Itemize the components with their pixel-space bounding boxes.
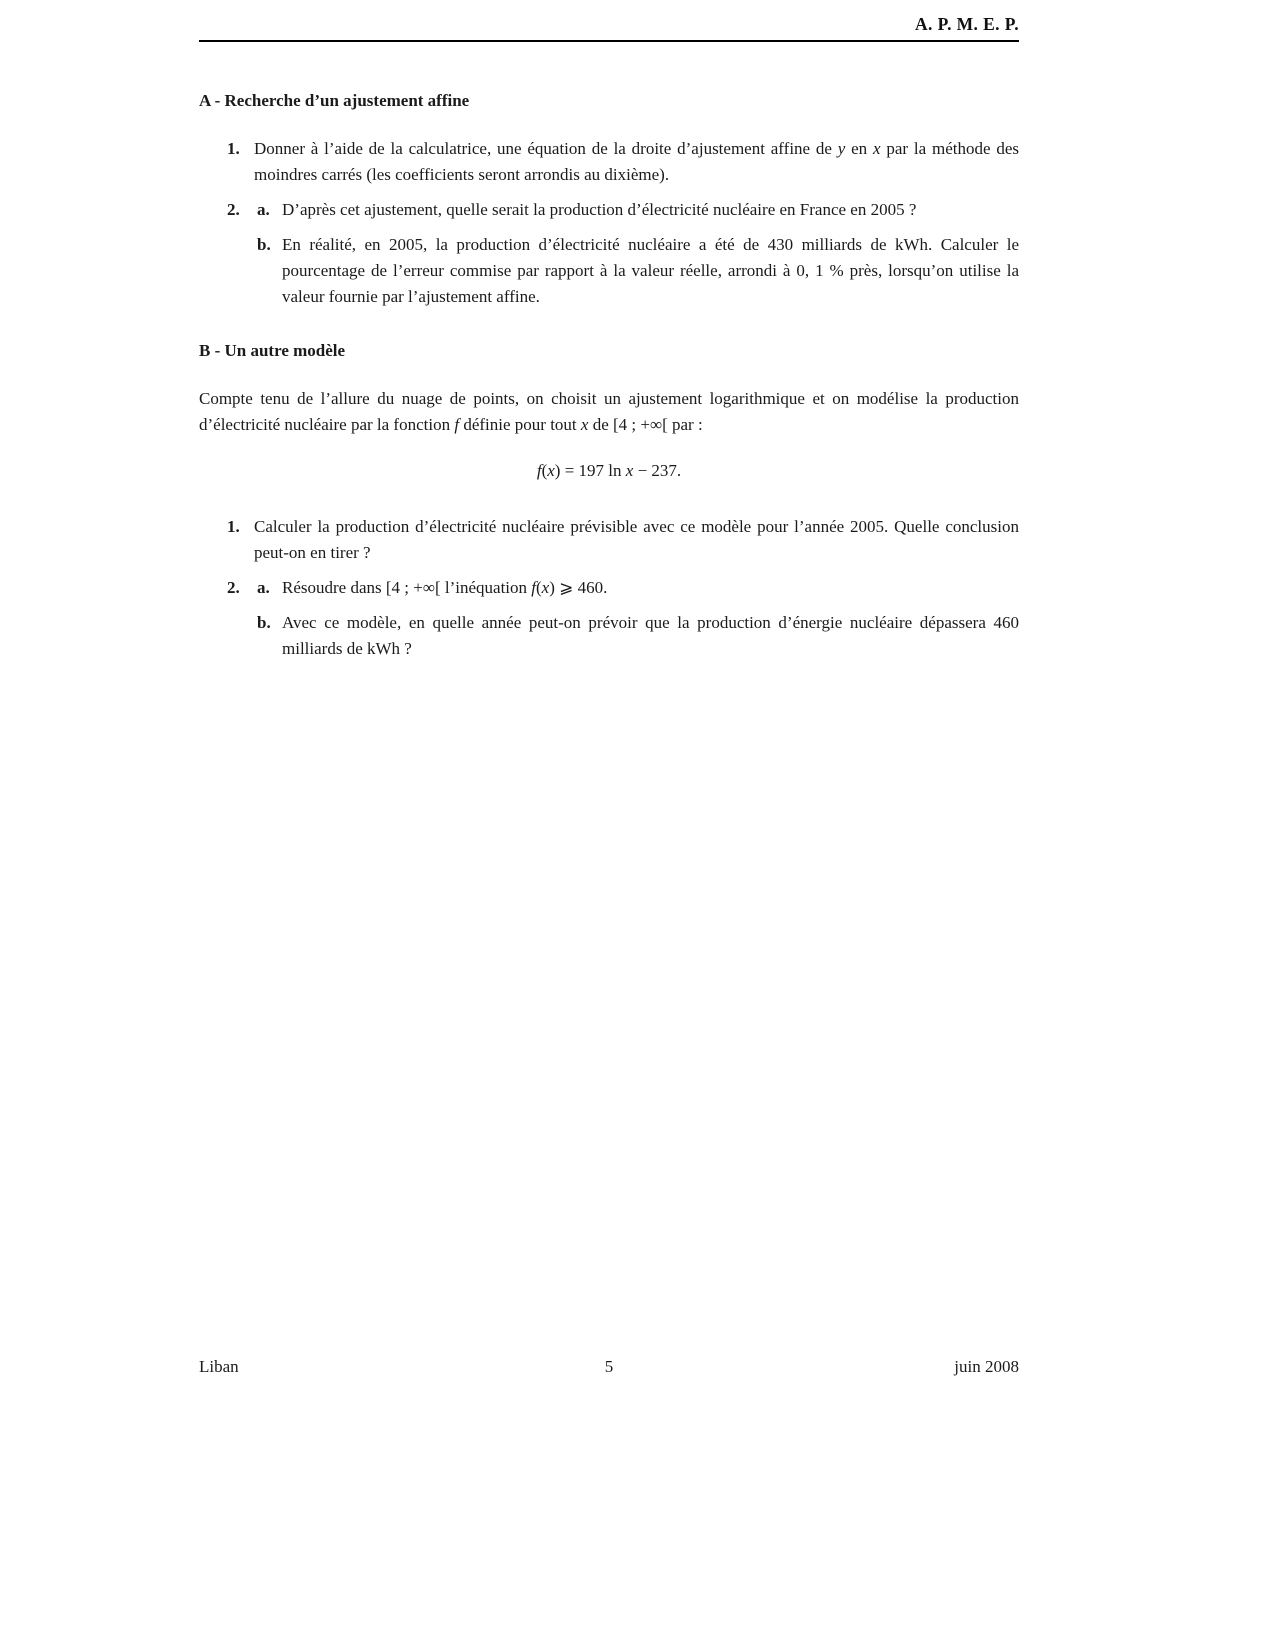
item-letter: a.	[257, 578, 270, 597]
item-number: 2.	[227, 200, 240, 219]
page-footer	[199, 1357, 1019, 1377]
header-title: A. P. M. E. P.	[915, 14, 1019, 34]
section-a-heading: A - Recherche d’un ajustement affine	[199, 91, 470, 110]
list-item-b2b	[257, 610, 1019, 662]
equation: f(x) = 197 ln x − 237.	[536, 461, 682, 480]
item-letter: b.	[257, 613, 271, 632]
list-item-a2b	[257, 232, 1019, 310]
item-number: 1.	[227, 517, 240, 536]
list-item-a2	[199, 197, 1019, 310]
footer-date: juin 2008	[954, 1357, 1019, 1376]
content	[199, 88, 1019, 671]
list-item-b2a	[257, 575, 1019, 601]
footer-page-number: 5	[604, 1357, 614, 1376]
section-b-intro: Compte tenu de l’allure du nuage de points, on choisit un ajustement logarithmique et on modélise la production d’électricité nucléaire par la fonction f définie pour tout x de [4 ; +∞[ par :	[199, 389, 1019, 434]
item-letter: b.	[257, 235, 271, 254]
section-b-heading: B - Un autre modèle	[199, 341, 346, 360]
page-header	[199, 14, 1019, 42]
item-number: 1.	[227, 139, 240, 158]
list-item-a2a	[257, 197, 1019, 223]
header-rule	[199, 40, 1019, 42]
item-text: D’après cet ajustement, quelle serait la production d’électricité nucléaire en France en 2005 ?	[282, 200, 917, 219]
list-item-b2	[199, 575, 1019, 662]
item-text: Résoudre dans [4 ; +∞[ l’inéquation f(x) ⩾ 460.	[282, 578, 608, 597]
item-text: Calculer la production d’électricité nucléaire prévisible avec ce modèle pour l’année 2005. Quelle conclusion peut-on en tirer ?	[254, 517, 1019, 562]
item-letter: a.	[257, 200, 270, 219]
list-item-b1	[199, 514, 1019, 566]
item-text: Donner à l’aide de la calculatrice, une équation de la droite d’ajustement affine de y en x par la méthode des moindres carrés (les coefficients seront arrondis au dixième).	[254, 139, 1019, 184]
item-text: En réalité, en 2005, la production d’électricité nucléaire a été de 430 milliards de kWh. Calculer le pourcentage de l’erreur commise par rapport à la valeur réelle, arrondi à 0, 1 % près, lorsqu’on utilise la valeur fournie par l’ajustement affine.	[282, 235, 1019, 306]
sub-list	[257, 575, 1019, 662]
item-text: Avec ce modèle, en quelle année peut-on prévoir que la production d’énergie nucléaire dépassera 460 milliards de kWh ?	[282, 613, 1019, 658]
list-item-a1	[199, 136, 1019, 188]
item-number: 2.	[227, 578, 240, 597]
footer-location: Liban	[199, 1357, 239, 1376]
sub-list	[257, 197, 1019, 310]
